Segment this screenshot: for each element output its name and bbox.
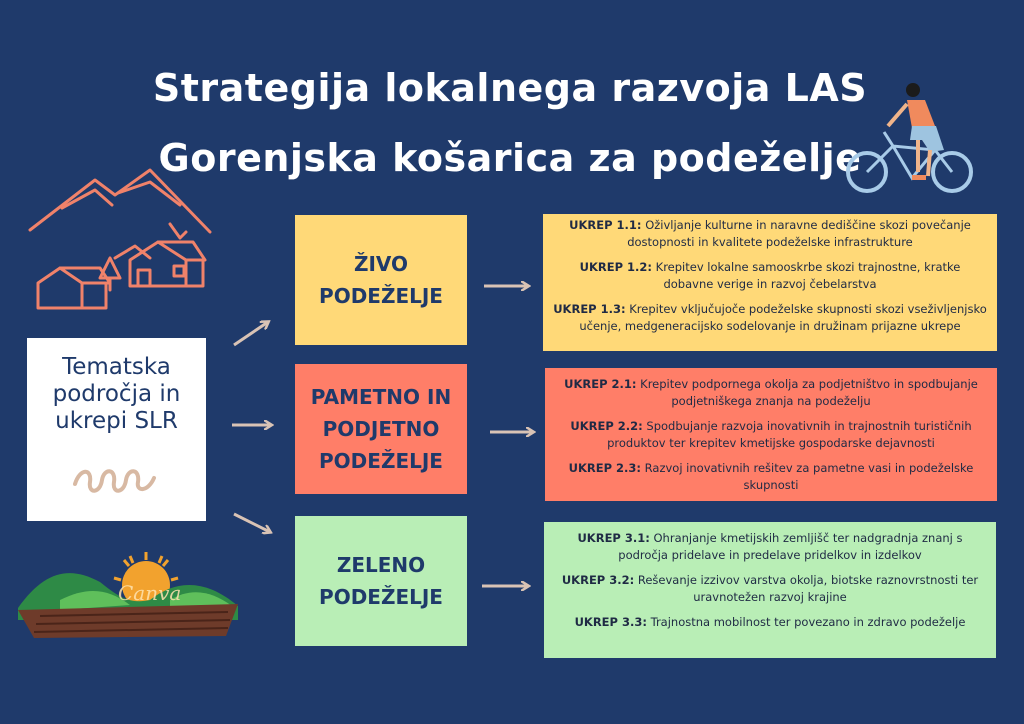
- topics-card-label: Tematska področja in ukrepi SLR: [52, 354, 181, 434]
- measure-text: Krepitev lokalne samooskrbe skozi trajnostne, kratke dobavne verige in razvoj čebelarstva: [655, 260, 961, 291]
- arrow-icon: [234, 322, 268, 345]
- measure-code: UKREP 2.2:: [570, 419, 643, 433]
- measure-code: UKREP 3.2:: [561, 573, 635, 587]
- category-zivo-label: ŽIVO PODEŽELJE: [319, 252, 443, 308]
- page-title-line1: Strategija lokalnega razvoja LAS: [152, 66, 868, 110]
- measure-text: Ohranjanje kmetijskih zemljišč ter nadgradnja znanj s področja pridelave in predelave pridelkov in izdelkov: [618, 531, 963, 562]
- category-pametno-label: PAMETNO IN PODJETNO PODEŽELJE: [310, 385, 452, 473]
- measure-text: Spodbujanje razvoja inovativnih in trajnostnih turističnih produktov ter krepitev kmetijske gospodarske dejavnosti: [607, 419, 972, 450]
- measure-text: Krepitev podpornega okolja za podjetništvo in spodbujanje podjetniškega znanja na podeželju: [640, 377, 978, 408]
- measure-code: UKREP 1.2:: [579, 260, 652, 274]
- sunset-hills-icon: [18, 552, 238, 638]
- measure-text: Trajnostna mobilnost ter povezano in zdravo podeželje: [650, 615, 966, 629]
- arrow-icon: [234, 514, 270, 532]
- measure-text: Oživljanje kulturne in naravne dediščine skozi povečanje dostopnosti in kvalitete podeželske infrastrukture: [627, 218, 971, 249]
- measure-code: UKREP 1.3:: [553, 302, 626, 316]
- measure-text: Reševanje izzivov varstva okolja, biotske raznovrstnosti ter uravnotežen razvoj krajine: [637, 573, 979, 604]
- measure-text: Razvoj inovativnih rešitev za pametne vasi in podeželske skupnosti: [644, 461, 974, 492]
- measure-code: UKREP 1.1:: [569, 218, 642, 232]
- measure-code: UKREP 3.3:: [574, 615, 647, 629]
- mountain-cabins-icon: [30, 170, 210, 308]
- measure-code: UKREP 2.3:: [568, 461, 642, 475]
- measure-text: Krepitev vključujoče podeželske skupnosti skozi vseživljenjsko učenje, medgeneracijsko sodelovanje in družinam prijazne ukrepe: [579, 302, 987, 333]
- measure-code: UKREP 2.1:: [564, 377, 637, 391]
- cyclist-icon: [848, 83, 971, 191]
- category-zeleno-label: ZELENO PODEŽELJE: [319, 553, 443, 609]
- measure-code: UKREP 3.1:: [577, 531, 650, 545]
- page-title-line2: Gorenjska košarica za podeželje: [158, 136, 862, 180]
- watermark-text: Canva: [118, 581, 182, 605]
